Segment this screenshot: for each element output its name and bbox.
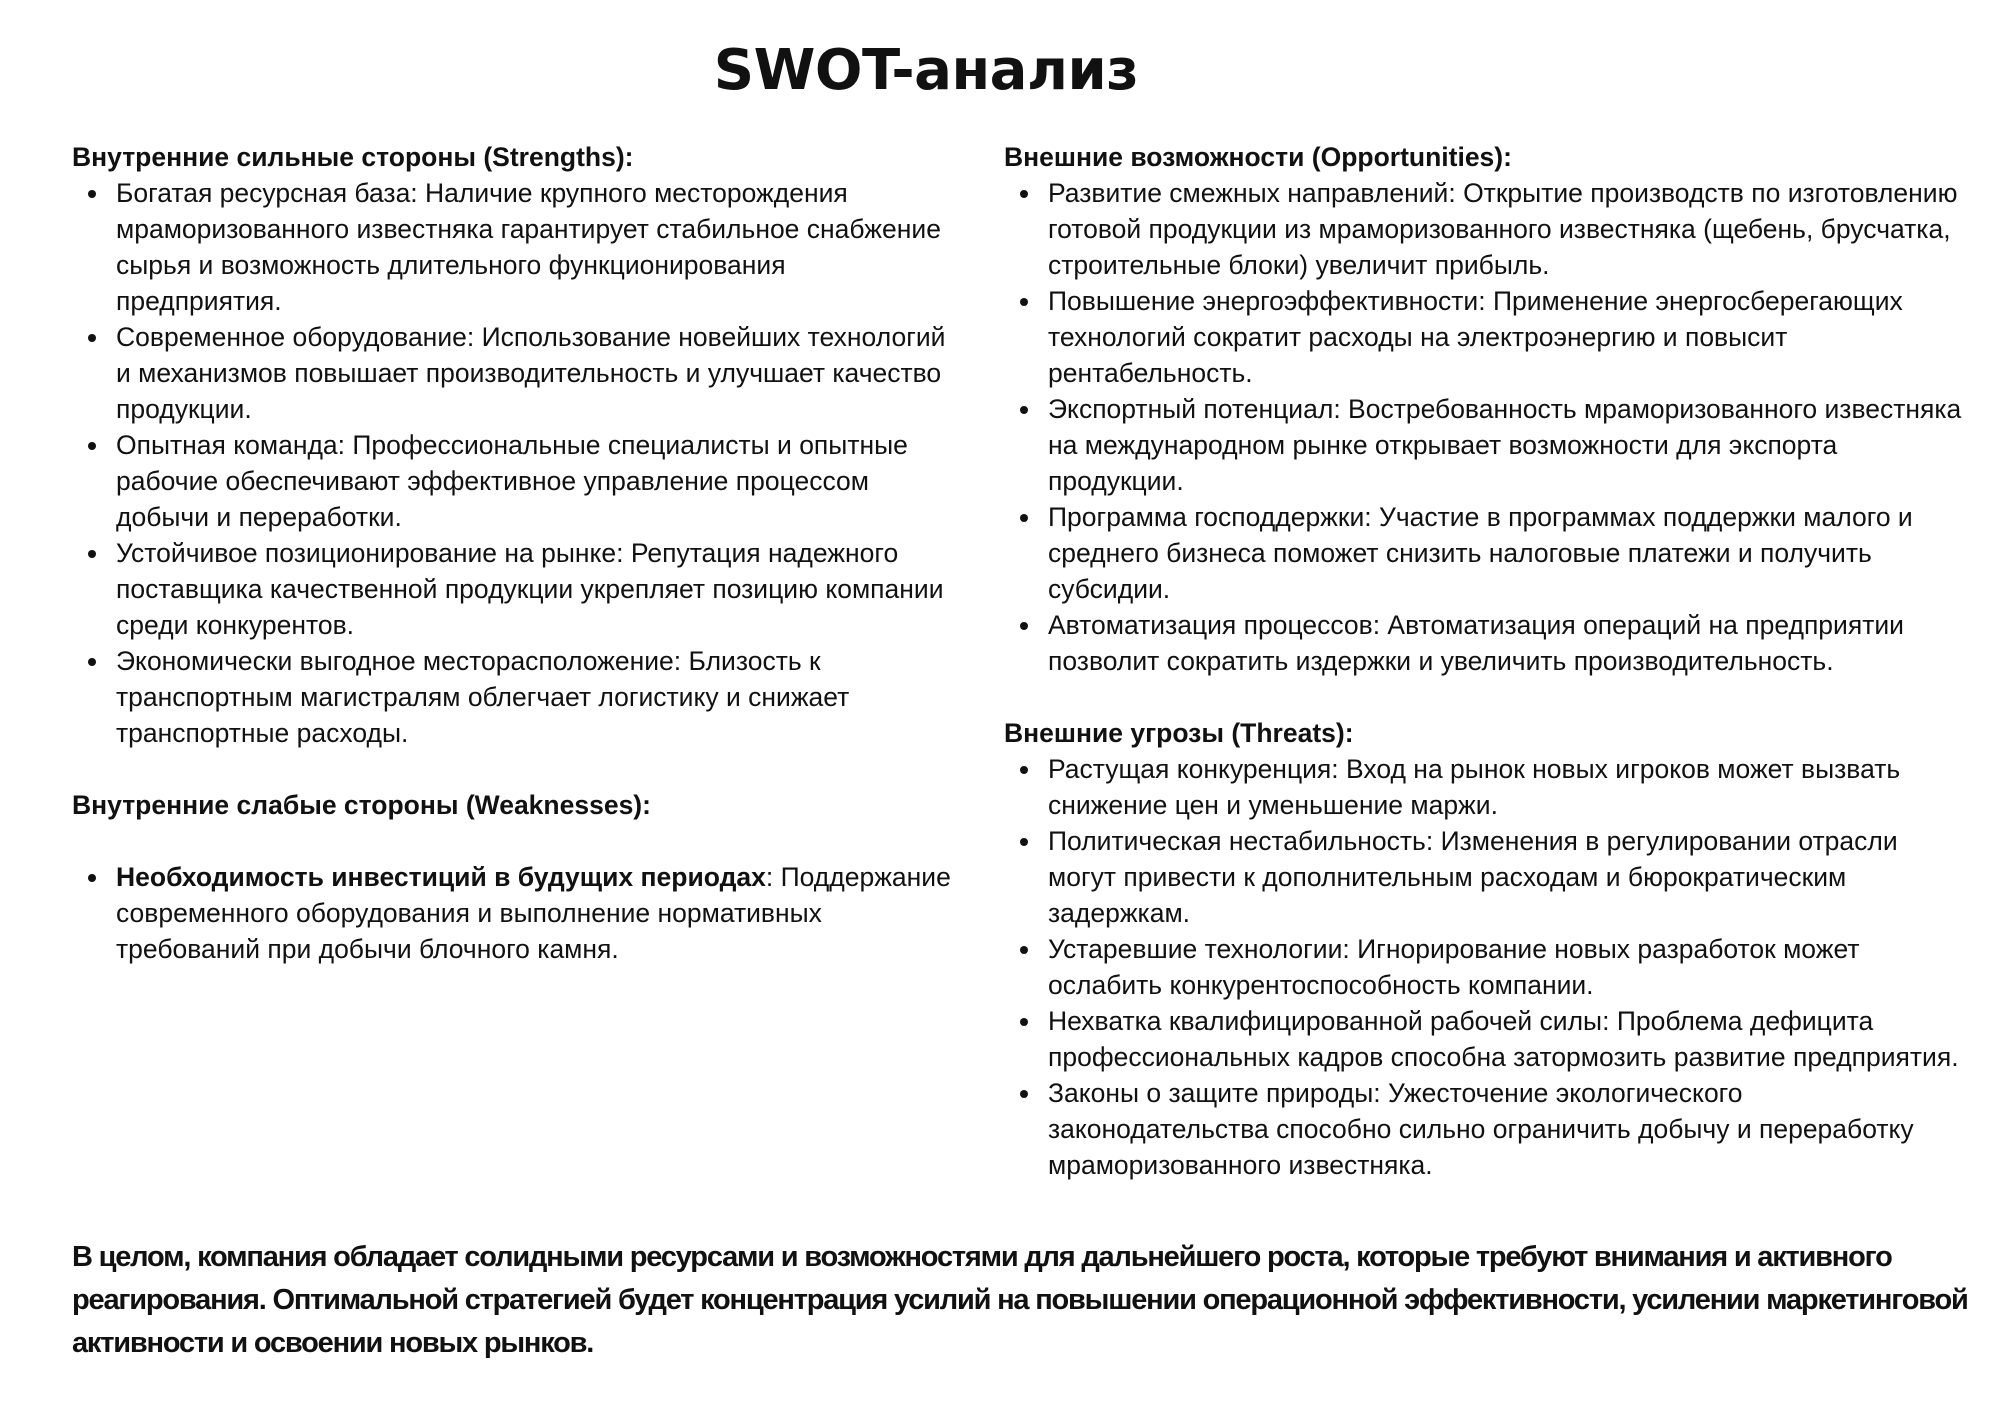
weaknesses-list (72, 859, 952, 967)
strengths-item: Опытная команда: Профессиональные специалисты и опытные рабочие обеспечивают эффективное управление процессом добычи и переработки. (116, 427, 952, 535)
opportunities-item: Повышение энергоэффективности: Применение энергосберегающих технологий сократит расходы на электроэнергию и повысит рентабельность. (1048, 283, 1962, 391)
strengths-item: Богатая ресурсная база: Наличие крупного месторождения мраморизованного известняка гарантирует стабильное снабжение сырья и возможность длительного функционирования предприятия. (116, 175, 952, 319)
threats-item: Политическая нестабильность: Изменения в регулировании отрасли могут привести к дополнительным расходам и бюрократическим задержкам. (1048, 823, 1962, 931)
strengths-item: Современное оборудование: Использование новейших технологий и механизмов повышает производительность и улучшает качество продукции. (116, 319, 952, 427)
threats-item: Растущая конкуренция: Вход на рынок новых игроков может вызвать снижение цен и уменьшение маржи. (1048, 751, 1962, 823)
right-column (1004, 139, 1962, 1183)
left-column (72, 139, 952, 967)
weaknesses-item-lead: Необходимость инвестиций в будущих периодах (116, 862, 766, 892)
threats-item: Законы о защите природы: Ужесточение экологического законодательства способно сильно ограничить добычу и переработку мраморизованного известняка. (1048, 1075, 1962, 1183)
opportunities-item: Развитие смежных направлений: Открытие производств по изготовлению готовой продукции из мраморизованного известняка (щебень, брусчатка, строительные блоки) увеличит прибыль. (1048, 175, 1962, 283)
threats-item: Устаревшие технологии: Игнорирование новых разработок может ослабить конкурентоспособность компании. (1048, 931, 1962, 1003)
section-spacer (1004, 679, 1962, 715)
strengths-item: Экономически выгодное месторасположение: Близость к транспортным магистралям облегчает логистику и снижает транспортные расходы. (116, 643, 952, 751)
page-title: SWOT-анализ (713, 38, 1139, 103)
strengths-list (72, 175, 952, 751)
opportunities-list (1004, 175, 1962, 679)
section-spacer (72, 823, 952, 859)
weaknesses-heading: Внутренние слабые стороны (Weaknesses): (72, 790, 651, 820)
conclusion-paragraph: В целом, компания обладает солидными ресурсами и возможностями для дальнейшего роста, которые требуют внимания и активного реагирования. Оптимальной стратегией будет концентрация усилий на повышении операционной эффективности, усилении маркетинговой активности и освоении новых рынков. (72, 1241, 1968, 1359)
weaknesses-item (116, 859, 952, 967)
section-spacer (72, 751, 952, 787)
opportunities-item: Автоматизация процессов: Автоматизация операций на предприятии позволит сократить издержки и увеличить производительность. (1048, 607, 1962, 679)
threats-item: Нехватка квалифицированной рабочей силы: Проблема дефицита профессиональных кадров способна затормозить развитие предприятия. (1048, 1003, 1962, 1075)
threats-heading: Внешние угрозы (Threats): (1004, 718, 1354, 748)
opportunities-heading: Внешние возможности (Opportunities): (1004, 142, 1512, 172)
opportunities-item: Экспортный потенциал: Востребованность мраморизованного известняка на международном рынке открывает возможности для экспорта продукции. (1048, 391, 1962, 499)
weaknesses-item-text: : Поддержание современного оборудования и выполнение нормативных требований при добычи блочного камня. (116, 862, 951, 964)
threats-list (1004, 751, 1962, 1183)
strengths-item: Устойчивое позиционирование на рынке: Репутация надежного поставщика качественной продукции укрепляет позицию компании среди конкурентов. (116, 535, 952, 643)
opportunities-item: Программа господдержки: Участие в программах поддержки малого и среднего бизнеса поможет снизить налоговые платежи и получить субсидии. (1048, 499, 1962, 607)
strengths-heading: Внутренние сильные стороны (Strengths): (72, 142, 634, 172)
